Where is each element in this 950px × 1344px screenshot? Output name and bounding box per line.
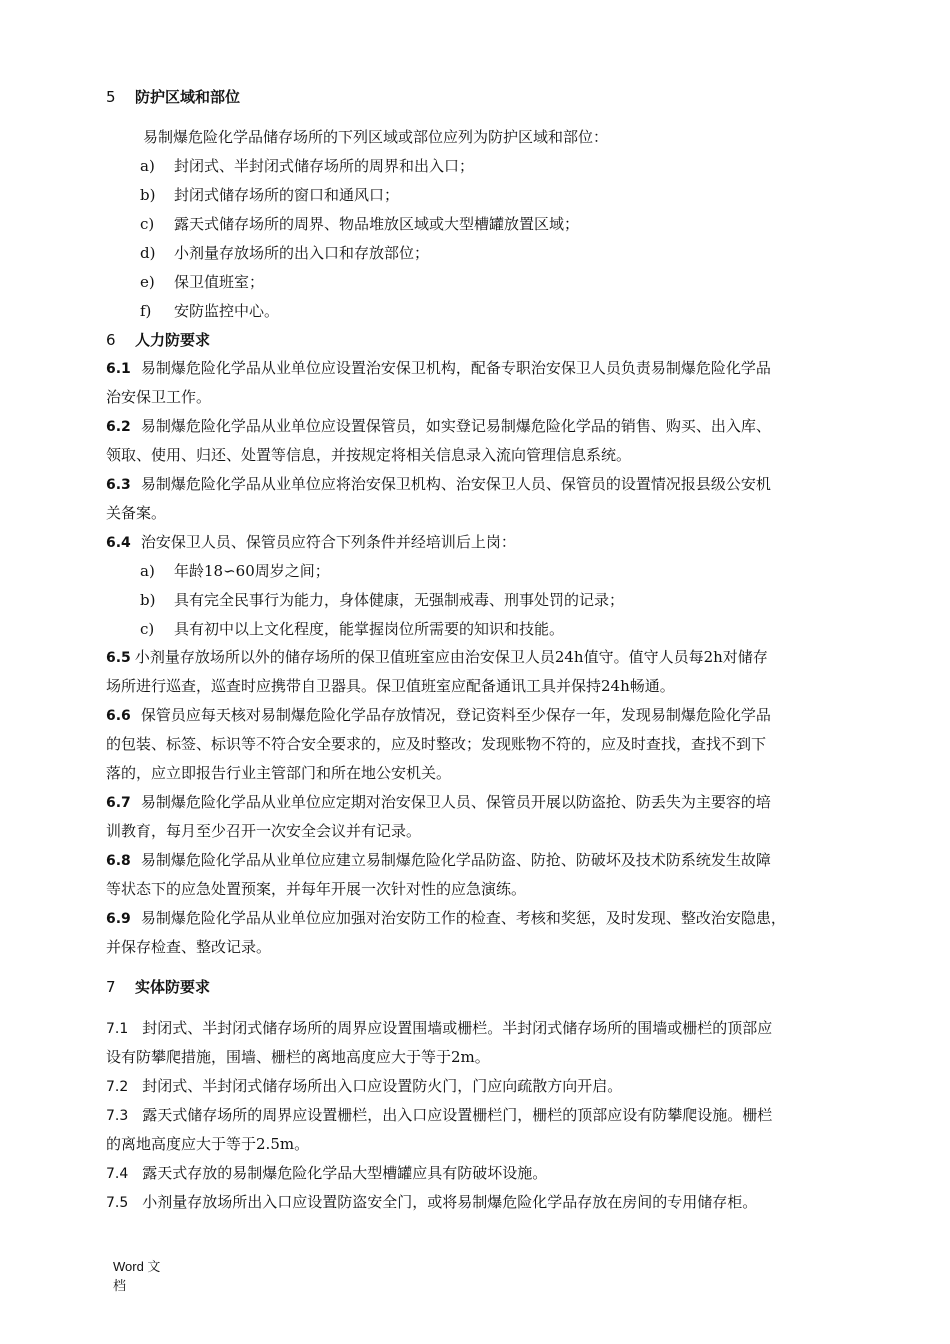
clause-number: 6.9	[106, 911, 131, 927]
clause-text: 小剂量存放场所以外的储存场所的保卫值班室应由治安保卫人员24h值守。值守人员每2h对储存	[134, 648, 768, 666]
clause-number: 6.4	[106, 535, 131, 551]
clause-6-5	[106, 647, 768, 668]
clause-7-1-cont: 设有防攀爬措施，围墙、栅栏的离地高度应大于等于2m。	[106, 1048, 490, 1066]
clause-text: 露天式存放的易制爆危险化学品大型槽罐应具有防破坏设施。	[142, 1164, 548, 1182]
list-item	[140, 590, 624, 610]
section-number: 7	[106, 978, 116, 996]
clause-6-6	[106, 705, 771, 726]
clause-6-5-cont: 场所进行巡查，巡查时应携带自卫器具。保卫值班室应配备通讯工具并保持24h畅通。	[106, 677, 675, 695]
list-label: c)	[140, 215, 155, 233]
list-label: d)	[140, 244, 156, 262]
clause-6-6-cont2: 落的，应立即报告行业主管部门和所在地公安机关。	[106, 764, 452, 782]
clause-number: 6.3	[106, 477, 131, 493]
clause-text: 封闭式、半封闭式储存场所的周界应设置围墙或栅栏。半封闭式储存场所的围墙或栅栏的顶部应	[142, 1019, 773, 1037]
clause-number: 6.2	[106, 419, 131, 435]
clause-number: 6.1	[106, 361, 131, 377]
clause-6-9	[106, 908, 786, 929]
list-label: f)	[140, 302, 152, 320]
clause-text: 露天式储存场所的周界应设置栅栏，出入口应设置栅栏门，栅栏的顶部应设有防攀爬设施。栅栏	[142, 1106, 773, 1124]
clause-6-7	[106, 792, 771, 813]
list-label: b)	[140, 186, 156, 204]
list-item	[140, 561, 330, 581]
list-text: 年龄18∽60周岁之间；	[174, 562, 330, 580]
list-label: e)	[140, 273, 155, 291]
clause-6-9-cont: 并保存检查、整改记录。	[106, 938, 272, 956]
list-item	[140, 619, 564, 639]
list-text: 封闭式、半封闭式储存场所的周界和出入口；	[174, 157, 475, 175]
clause-6-7-cont: 训教育，每月至少召开一次安全会议并有记录。	[106, 822, 422, 840]
clause-number: 6.6	[106, 708, 131, 724]
list-text: 小剂量存放场所的出入口和存放部位；	[174, 244, 430, 262]
clause-7-4	[106, 1163, 547, 1184]
section-7-heading	[106, 977, 210, 997]
list-label: a)	[140, 562, 155, 580]
clause-number: 7.2	[106, 1079, 129, 1095]
list-label: b)	[140, 591, 156, 609]
list-text: 封闭式储存场所的窗口和通风口；	[174, 186, 400, 204]
clause-text: 易制爆危险化学品从业单位应设置治安保卫机构，配备专职治安保卫人员负责易制爆危险化学品	[140, 359, 771, 377]
clause-7-2	[106, 1076, 622, 1097]
clause-text: 封闭式、半封闭式储存场所出入口应设置防火门，门应向疏散方向开启。	[142, 1077, 623, 1095]
clause-number: 7.1	[106, 1021, 129, 1037]
clause-7-1	[106, 1018, 772, 1039]
clause-text: 易制爆危险化学品从业单位应定期对治安保卫人员、保管员开展以防盗抢、防丢失为主要容的培	[140, 793, 771, 811]
section-number: 5	[106, 88, 116, 106]
list-item	[140, 185, 399, 205]
list-text: 保卫值班室；	[174, 273, 265, 291]
clause-text: 易制爆危险化学品从业单位应加强对治安防工作的检查、考核和奖惩，及时发现、整改治安隐患，	[140, 909, 786, 927]
clause-6-4	[106, 532, 516, 553]
clause-number: 6.7	[106, 795, 131, 811]
clause-6-3-cont: 关备案。	[106, 504, 167, 522]
clause-6-1	[106, 358, 771, 379]
section-title: 人力防要求	[135, 331, 211, 349]
list-item	[140, 243, 429, 263]
list-item	[140, 214, 579, 234]
section-5-intro: 易制爆危险化学品储存场所的下列区域或部位应列为防护区域和部位：	[143, 128, 609, 146]
section-title: 防护区域和部位	[135, 88, 241, 106]
list-item	[140, 301, 279, 321]
list-text: 露天式储存场所的周界、物品堆放区域或大型槽罐放置区域；	[174, 215, 580, 233]
clause-number: 7.5	[106, 1195, 129, 1211]
list-label: c)	[140, 620, 155, 638]
clause-text: 保管员应每天核对易制爆危险化学品存放情况，登记资料至少保存一年，发现易制爆危险化学品	[140, 706, 771, 724]
clause-6-6-cont: 的包装、标签、标识等不符合安全要求的，应及时整改；发现账物不符的，应及时查找，查找不到下	[106, 735, 767, 753]
clause-6-2	[106, 416, 771, 437]
clause-text: 易制爆危险化学品从业单位应将治安保卫机构、治安保卫人员、保管员的设置情况报县级公安机	[140, 475, 771, 493]
clause-text: 易制爆危险化学品从业单位应设置保管员，如实登记易制爆危险化学品的销售、购买、出入库、	[140, 417, 771, 435]
list-text: 具有初中以上文化程度，能掌握岗位所需要的知识和技能。	[174, 620, 565, 638]
clause-number: 7.3	[106, 1108, 129, 1124]
list-text: 安防监控中心。	[174, 302, 280, 320]
section-number: 6	[106, 331, 116, 349]
clause-number: 7.4	[106, 1166, 129, 1182]
clause-6-3	[106, 474, 771, 495]
list-text: 具有完全民事行为能力，身体健康，无强制戒毒、刑事处罚的记录；	[174, 591, 625, 609]
clause-6-8-cont: 等状态下的应急处置预案，并每年开展一次针对性的应急演练。	[106, 880, 527, 898]
clause-6-2-cont: 领取、使用、归还、处置等信息，并按规定将相关信息录入流向管理信息系统。	[106, 446, 632, 464]
clause-text: 小剂量存放场所出入口应设置防盗安全门，或将易制爆危险化学品存放在房间的专用储存柜。	[142, 1193, 758, 1211]
clause-6-8	[106, 850, 771, 871]
section-title: 实体防要求	[135, 978, 211, 996]
clause-number: 6.8	[106, 853, 131, 869]
clause-6-1-cont: 治安保卫工作。	[106, 388, 212, 406]
footer-label: Word 文档	[113, 1259, 161, 1293]
clause-7-5	[106, 1192, 757, 1213]
clause-7-3	[106, 1105, 772, 1126]
list-item	[140, 156, 474, 176]
clause-number: 6.5	[106, 650, 131, 666]
list-item	[140, 272, 264, 292]
clause-text: 易制爆危险化学品从业单位应建立易制爆危险化学品防盗、防抢、防破坏及技术防系统发生故障	[140, 851, 771, 869]
list-label: a)	[140, 157, 155, 175]
clause-text: 治安保卫人员、保管员应符合下列条件并经培训后上岗：	[140, 533, 516, 551]
section-6-heading	[106, 330, 210, 350]
section-5-heading	[106, 87, 240, 107]
clause-7-3-cont: 的离地高度应大于等于2.5m。	[106, 1135, 310, 1153]
